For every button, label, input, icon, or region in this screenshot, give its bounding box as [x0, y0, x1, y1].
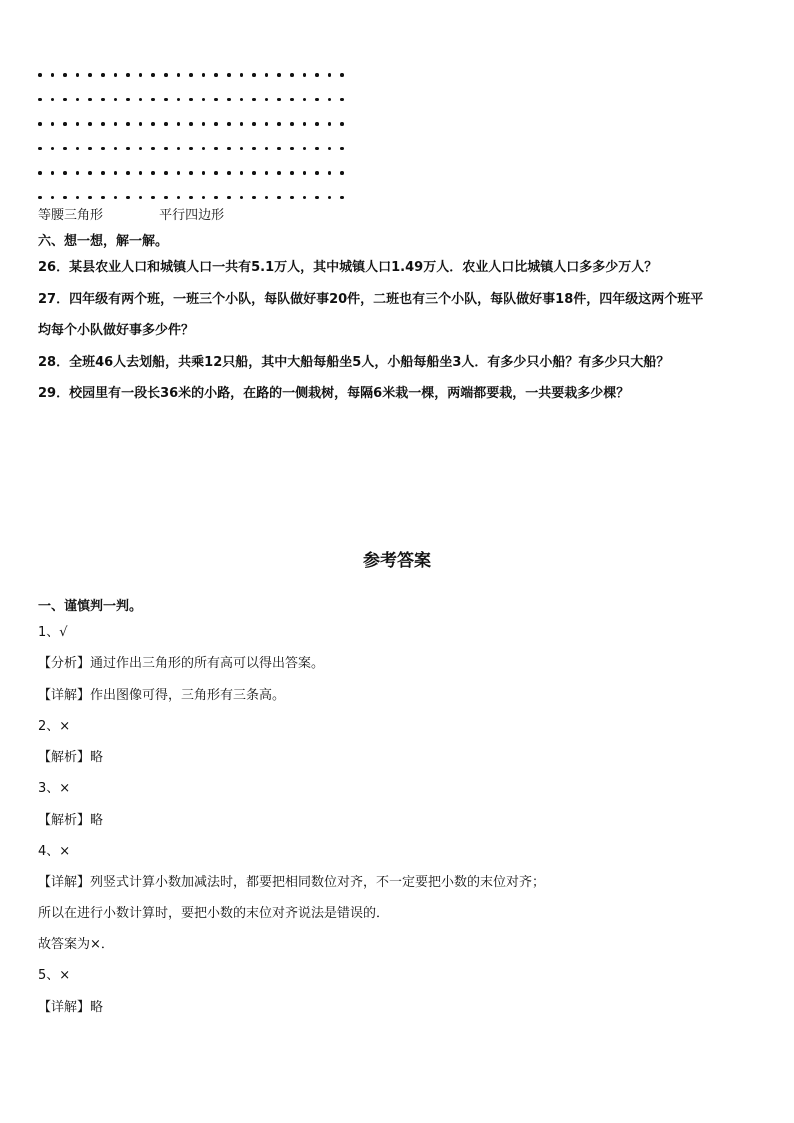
grid-dot: [328, 122, 332, 126]
grid-dot: [177, 122, 181, 126]
grid-dot: [189, 147, 193, 151]
grid-dot: [126, 73, 130, 77]
grid-dot: [265, 171, 269, 175]
grid-dot: [51, 122, 55, 126]
grid-dot: [63, 98, 67, 102]
grid-dot: [214, 73, 218, 77]
answer-detail: 【详解】略: [38, 1000, 104, 1015]
grid-dot: [101, 98, 105, 102]
grid-dot: [227, 122, 231, 126]
grid-dot: [151, 196, 155, 200]
answer-analysis: 【分析】通过作出三角形的所有高可以得出答案。: [38, 656, 325, 671]
grid-dot: [265, 98, 269, 102]
grid-dot: [177, 98, 181, 102]
grid-dot: [202, 73, 206, 77]
grid-dot: [340, 171, 344, 175]
grid-dot: [101, 122, 105, 126]
grid-dot: [88, 171, 92, 175]
grid-dot: [202, 98, 206, 102]
grid-dot: [139, 73, 143, 77]
grid-dot: [277, 73, 281, 77]
dot-row: [38, 171, 348, 196]
grid-dot: [38, 122, 42, 126]
problem-29: 29．校园里有一段长36米的小路，在路的一侧栽树，每隔6米栽一棵，两端都要栽，一共要栽多少棵？: [38, 386, 630, 401]
problem-27-continued: 均每个小队做好事多少件？: [38, 323, 195, 338]
grid-dot: [114, 98, 118, 102]
grid-dot: [88, 196, 92, 200]
grid-dot: [277, 147, 281, 151]
grid-dot: [303, 98, 307, 102]
grid-dot: [303, 122, 307, 126]
grid-dot: [88, 73, 92, 77]
grid-dot: [328, 171, 332, 175]
grid-dot: [315, 73, 319, 77]
grid-dot: [227, 147, 231, 151]
grid-dot: [114, 73, 118, 77]
grid-dot: [114, 147, 118, 151]
grid-dot: [114, 122, 118, 126]
problem-27: 27．四年级有两个班，一班三个小队，每队做好事20件，二班也有三个小队，每队做好事18件，四年级这两个班平: [38, 292, 704, 307]
answer-conclusion: 故答案为×．: [38, 937, 114, 952]
grid-dot: [51, 147, 55, 151]
grid-dot: [252, 122, 256, 126]
grid-dot: [126, 171, 130, 175]
grid-dot: [126, 196, 130, 200]
shape-label-parallelogram: 平行四边形: [159, 208, 225, 223]
grid-dot: [214, 147, 218, 151]
grid-dot: [88, 98, 92, 102]
grid-dot: [303, 147, 307, 151]
grid-dot: [265, 73, 269, 77]
grid-dot: [151, 122, 155, 126]
grid-dot: [164, 122, 168, 126]
grid-dot: [164, 98, 168, 102]
grid-dot: [51, 171, 55, 175]
grid-dot: [315, 122, 319, 126]
grid-dot: [290, 147, 294, 151]
grid-dot: [240, 122, 244, 126]
grid-dot: [277, 98, 281, 102]
grid-dot: [139, 196, 143, 200]
grid-dot: [151, 73, 155, 77]
grid-dot: [227, 98, 231, 102]
grid-dot: [164, 73, 168, 77]
grid-dot: [38, 73, 42, 77]
grid-dot: [38, 98, 42, 102]
grid-dot: [265, 147, 269, 151]
grid-dot: [214, 98, 218, 102]
grid-dot: [76, 122, 80, 126]
grid-dot: [202, 171, 206, 175]
grid-dot: [76, 196, 80, 200]
answer-item: 3、×: [38, 781, 71, 796]
grid-dot: [240, 171, 244, 175]
grid-dot: [139, 171, 143, 175]
grid-dot: [139, 98, 143, 102]
grid-dot: [88, 122, 92, 126]
grid-dot: [290, 73, 294, 77]
dot-row: [38, 73, 348, 98]
grid-dot: [328, 147, 332, 151]
problem-28: 28．全班46人去划船，共乘12只船，其中大船每船坐5人，小船每船坐3人．有多少只小船？有多少只大船？: [38, 355, 670, 370]
grid-dot: [340, 98, 344, 102]
grid-dot: [164, 196, 168, 200]
grid-dot: [227, 171, 231, 175]
grid-dot: [202, 196, 206, 200]
grid-dot: [139, 147, 143, 151]
grid-dot: [328, 98, 332, 102]
grid-dot: [189, 122, 193, 126]
dot-row: [38, 122, 348, 147]
answer-item: 1、√: [38, 625, 68, 640]
grid-dot: [303, 196, 307, 200]
grid-dot: [76, 171, 80, 175]
grid-dot: [151, 98, 155, 102]
grid-dot: [151, 171, 155, 175]
grid-dot: [315, 147, 319, 151]
dot-grid: [38, 73, 348, 220]
grid-dot: [214, 196, 218, 200]
grid-dot: [189, 171, 193, 175]
grid-dot: [214, 171, 218, 175]
grid-dot: [101, 171, 105, 175]
grid-dot: [290, 196, 294, 200]
grid-dot: [214, 122, 218, 126]
grid-dot: [227, 73, 231, 77]
grid-dot: [290, 98, 294, 102]
problem-26: 26．某县农业人口和城镇人口一共有5.1万人，其中城镇人口1.49万人．农业人口比城镇人口多多少万人？: [38, 260, 658, 275]
grid-dot: [189, 196, 193, 200]
shape-label-isosceles-triangle: 等腰三角形: [38, 208, 104, 223]
grid-dot: [290, 171, 294, 175]
dot-row: [38, 147, 348, 172]
grid-dot: [76, 73, 80, 77]
grid-dot: [164, 147, 168, 151]
grid-dot: [76, 98, 80, 102]
dot-row: [38, 98, 348, 123]
grid-dot: [252, 147, 256, 151]
grid-dot: [290, 122, 294, 126]
grid-dot: [277, 171, 281, 175]
answer-detail: 【详解】列竖式计算小数加减法时，都要把相同数位对齐，不一定要把小数的末位对齐；: [38, 875, 546, 890]
section-heading: 六、想一想，解一解。: [38, 234, 169, 249]
grid-dot: [101, 196, 105, 200]
grid-dot: [38, 147, 42, 151]
grid-dot: [63, 171, 67, 175]
grid-dot: [38, 196, 42, 200]
grid-dot: [177, 196, 181, 200]
grid-dot: [303, 73, 307, 77]
grid-dot: [151, 147, 155, 151]
grid-dot: [277, 122, 281, 126]
grid-dot: [101, 73, 105, 77]
grid-dot: [177, 171, 181, 175]
answer-detail-continued: 所以在进行小数计算时，要把小数的末位对齐说法是错误的．: [38, 906, 390, 921]
grid-dot: [340, 122, 344, 126]
grid-dot: [227, 196, 231, 200]
grid-dot: [38, 171, 42, 175]
grid-dot: [189, 73, 193, 77]
grid-dot: [126, 122, 130, 126]
answer-item: 5、×: [38, 968, 71, 983]
answer-item: 4、×: [38, 844, 71, 859]
grid-dot: [76, 147, 80, 151]
grid-dot: [315, 98, 319, 102]
grid-dot: [63, 73, 67, 77]
answer-detail: 【详解】作出图像可得，三角形有三条高。: [38, 688, 286, 703]
grid-dot: [63, 122, 67, 126]
answer-explanation: 【解析】略: [38, 750, 104, 765]
grid-dot: [51, 73, 55, 77]
grid-dot: [340, 73, 344, 77]
answer-title: 参考答案: [363, 551, 431, 571]
grid-dot: [328, 196, 332, 200]
grid-dot: [277, 196, 281, 200]
answer-explanation: 【解析】略: [38, 813, 104, 828]
grid-dot: [240, 73, 244, 77]
grid-dot: [328, 73, 332, 77]
grid-dot: [240, 98, 244, 102]
grid-dot: [51, 98, 55, 102]
grid-dot: [265, 122, 269, 126]
answer-item: 2、×: [38, 719, 71, 734]
grid-dot: [340, 147, 344, 151]
shape-labels: [38, 206, 224, 226]
grid-dot: [202, 122, 206, 126]
grid-dot: [315, 171, 319, 175]
grid-dot: [177, 147, 181, 151]
grid-dot: [252, 171, 256, 175]
grid-dot: [252, 73, 256, 77]
grid-dot: [315, 196, 319, 200]
grid-dot: [114, 196, 118, 200]
grid-dot: [177, 73, 181, 77]
grid-dot: [101, 147, 105, 151]
grid-dot: [265, 196, 269, 200]
grid-dot: [202, 147, 206, 151]
grid-dot: [189, 98, 193, 102]
grid-dot: [63, 147, 67, 151]
grid-dot: [88, 147, 92, 151]
grid-dot: [126, 98, 130, 102]
grid-dot: [252, 196, 256, 200]
answer-section-heading: 一、谨慎判一判。: [38, 599, 143, 614]
grid-dot: [126, 147, 130, 151]
grid-dot: [164, 171, 168, 175]
grid-dot: [114, 171, 118, 175]
grid-dot: [240, 147, 244, 151]
grid-dot: [340, 196, 344, 200]
grid-dot: [252, 98, 256, 102]
grid-dot: [51, 196, 55, 200]
grid-dot: [63, 196, 67, 200]
grid-dot: [139, 122, 143, 126]
grid-dot: [240, 196, 244, 200]
grid-dot: [303, 171, 307, 175]
